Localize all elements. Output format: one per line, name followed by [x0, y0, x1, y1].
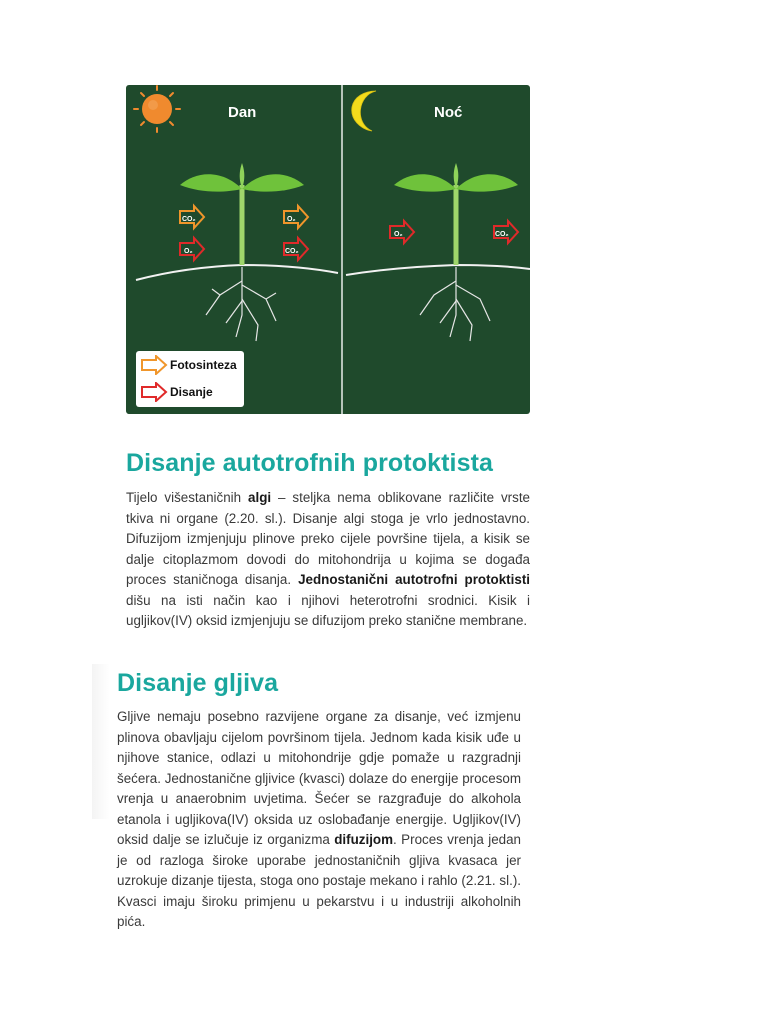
sun-icon [134, 86, 180, 132]
day-o2-in-right-arrow [284, 206, 308, 228]
svg-text:O₂: O₂ [184, 248, 193, 255]
section-heading-autotrophic: Disanje autotrofnih protoktista [126, 449, 494, 477]
text-run: dišu na isti način kao i njihovi heterotrofni srodnici. Kisik i ugljikov(IV) oksid izmjenjuju se difuzijom preko stanične membrane. [126, 592, 530, 628]
legend-label-photosynthesis: Fotosinteza [170, 358, 237, 372]
text-run: Gljive nemaju posebno razvijene organe za disanje, već izmjenu plinova obavljaju cijelom površinom tijela. Jednom kada kisik uđe u njihove stanice, odlazi u mitohondrije gdje pomaže u razgradnji šećera. Jednostanične gljivice (kvasci) dolaze do energije procesom vrenja u anaerobnim uvjetima. Šećer se razgrađuje do alkohola etanola i ugljikova(IV) oksida uz oslobađanje energije. Ugljikov(IV) oksid dalje se izlučuje iz organizma [117, 709, 521, 847]
night-co2-out-arrow [494, 221, 518, 243]
section-paragraph-autotrophic [126, 488, 530, 632]
svg-text:CO₂: CO₂ [495, 231, 509, 238]
day-co2-out-right-arrow [284, 238, 308, 260]
section-heading-fungi: Disanje gljiva [117, 669, 279, 697]
night-o2-in-arrow [390, 221, 414, 243]
day-title: Dan [228, 104, 257, 121]
ground-night [346, 265, 530, 275]
red-arrow-icon [140, 382, 168, 402]
day-o2-out-left-arrow [180, 238, 204, 260]
orange-arrow-icon [140, 355, 168, 375]
text-run: Tijelo višestaničnih [126, 490, 249, 505]
night-title: Noć [434, 104, 463, 121]
svg-text:O₂: O₂ [287, 216, 296, 223]
legend [136, 351, 244, 407]
legend-label-respiration: Disanje [170, 385, 213, 399]
svg-text:CO₂: CO₂ [182, 216, 196, 223]
bold-term-algae: algi [248, 490, 272, 505]
day-co2-in-left-arrow [180, 206, 204, 228]
legend-item-photosynthesis [140, 354, 237, 376]
ground-day [136, 265, 338, 280]
legend-item-respiration [140, 381, 213, 403]
bold-term-unicellular: Jednostanični autotrofni protoktisti [298, 572, 530, 587]
text-run: . Proces vrenja jedan je od razloga široke uporabe jednostaničnih gljiva kvasaca jer uzrokuje dizanje tijesta, stoga ono postaje mekano i rahlo (2.21. sl.). Kvasci imaju široku primjenu u pekarstvu i u industriji alkoholnih pića. [117, 832, 521, 929]
page-shadow [92, 664, 110, 819]
svg-text:O₂: O₂ [394, 231, 403, 238]
bold-term-diffusion: difuzijom [334, 832, 394, 847]
section-paragraph-fungi [117, 707, 521, 933]
moon-icon [352, 91, 376, 131]
photosynthesis-respiration-figure [126, 85, 530, 414]
plant-night-icon [394, 163, 518, 341]
svg-text:CO₂: CO₂ [285, 248, 299, 255]
text-run: – steljka nema oblikovane različite vrste tkiva ni organe (2.20. sl.). Disanje algi stoga je vrlo jednostavno. Difuzijom izmjenjuju plinove preko cijele površine tijela, a kisik se dalje citoplazmom dovodi do mitohondrija u kojima se događa proces staničnoga disanja. [126, 490, 531, 587]
